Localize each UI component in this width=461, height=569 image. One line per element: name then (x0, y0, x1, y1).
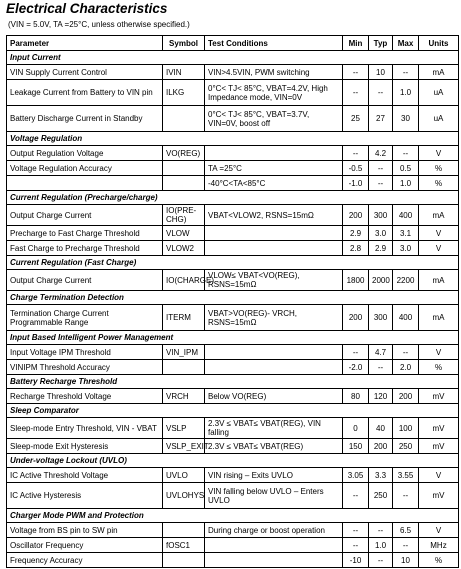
symbol-cell (163, 176, 205, 191)
typ-cell: 2000 (369, 270, 393, 291)
typ-cell: 200 (369, 439, 393, 454)
units-cell: mV (419, 439, 459, 454)
table-row (7, 538, 459, 553)
min-cell: -0.5 (343, 161, 369, 176)
max-cell: 400 (393, 305, 419, 331)
min-cell: -- (343, 345, 369, 360)
units-cell: mA (419, 65, 459, 80)
test-condition-cell (205, 360, 343, 375)
section-row (7, 331, 459, 345)
min-cell: -- (343, 65, 369, 80)
header-test-conditions: Test Conditions (205, 36, 343, 51)
table-row (7, 418, 459, 439)
section-row (7, 191, 459, 205)
header-units: Units (419, 36, 459, 51)
min-cell: -1.0 (343, 176, 369, 191)
parameter-cell: Precharge to Fast Charge Threshold (7, 226, 163, 241)
test-condition-cell: VBAT>VO(REG)- VRCH, RSNS=15mΩ (205, 305, 343, 331)
max-cell: 250 (393, 439, 419, 454)
table-row (7, 205, 459, 226)
test-condition-cell: 2.3V ≤ VBAT≤ VBAT(REG) (205, 439, 343, 454)
symbol-cell (163, 161, 205, 176)
parameter-cell (7, 176, 163, 191)
parameter-cell: VIN Supply Current Control (7, 65, 163, 80)
max-cell: -- (393, 146, 419, 161)
units-cell: uA (419, 80, 459, 106)
typ-cell: 300 (369, 305, 393, 331)
symbol-cell (163, 523, 205, 538)
test-condition-cell: VIN falling below UVLO – Enters UVLO (205, 483, 343, 509)
min-cell: -- (343, 523, 369, 538)
section-title: Current Regulation (Fast Charge) (7, 256, 459, 270)
table-body (7, 51, 459, 568)
units-cell: uA (419, 106, 459, 132)
symbol-cell: ITERM (163, 305, 205, 331)
table-row (7, 270, 459, 291)
section-title: Battery Recharge Threshold (7, 375, 459, 389)
symbol-cell: VO(REG) (163, 146, 205, 161)
typ-cell: 3.0 (369, 226, 393, 241)
parameter-cell: Sleep-mode Exit Hysteresis (7, 439, 163, 454)
parameter-cell: Leakage Current from Battery to VIN pin (7, 80, 163, 106)
table-row (7, 241, 459, 256)
table-row (7, 345, 459, 360)
max-cell: 10 (393, 553, 419, 568)
section-title: Charger Mode PWM and Protection (7, 509, 459, 523)
max-cell: -- (393, 345, 419, 360)
table-row (7, 483, 459, 509)
max-cell: 2200 (393, 270, 419, 291)
parameter-cell: Output Charge Current (7, 270, 163, 291)
units-cell: mA (419, 270, 459, 291)
max-cell: 0.5 (393, 161, 419, 176)
test-condition-cell: Below VO(REG) (205, 389, 343, 404)
min-cell: 200 (343, 305, 369, 331)
table-row (7, 161, 459, 176)
units-cell: % (419, 161, 459, 176)
max-cell: 6.5 (393, 523, 419, 538)
units-cell: % (419, 553, 459, 568)
units-cell: % (419, 176, 459, 191)
min-cell: 200 (343, 205, 369, 226)
symbol-cell: VLOW2 (163, 241, 205, 256)
units-cell: mA (419, 205, 459, 226)
symbol-cell (163, 553, 205, 568)
min-cell: -- (343, 483, 369, 509)
header-parameter: Parameter (7, 36, 163, 51)
parameter-cell: Recharge Threshold Voltage (7, 389, 163, 404)
section-row (7, 291, 459, 305)
test-condition-cell: VBAT<VLOW2, RSNS=15mΩ (205, 205, 343, 226)
units-cell: V (419, 468, 459, 483)
parameter-cell: Output Regulation Voltage (7, 146, 163, 161)
test-condition-cell (205, 553, 343, 568)
table-row (7, 360, 459, 375)
section-title: Voltage Regulation (7, 132, 459, 146)
max-cell: -- (393, 538, 419, 553)
min-cell: 150 (343, 439, 369, 454)
header-min: Min (343, 36, 369, 51)
min-cell: 0 (343, 418, 369, 439)
electrical-characteristics-table (6, 35, 459, 568)
min-cell: 80 (343, 389, 369, 404)
max-cell: -- (393, 65, 419, 80)
parameter-cell: Oscillator Frequency (7, 538, 163, 553)
symbol-cell: IVIN (163, 65, 205, 80)
typ-cell: 250 (369, 483, 393, 509)
typ-cell: 2.9 (369, 241, 393, 256)
max-cell: 1.0 (393, 80, 419, 106)
symbol-cell: fOSC1 (163, 538, 205, 553)
min-cell: 25 (343, 106, 369, 132)
typ-cell: 10 (369, 65, 393, 80)
table-row (7, 439, 459, 454)
typ-cell: 1.0 (369, 538, 393, 553)
parameter-cell: Voltage Regulation Accuracy (7, 161, 163, 176)
test-condition-cell: VLOW≤ VBAT<VO(REG), RSNS=15mΩ (205, 270, 343, 291)
section-row (7, 404, 459, 418)
section-title: Current Regulation (Precharge/charge) (7, 191, 459, 205)
section-title: Charge Termination Detection (7, 291, 459, 305)
parameter-cell: Fast Charge to Precharge Threshold (7, 241, 163, 256)
test-condition-cell: During charge or boost operation (205, 523, 343, 538)
typ-cell: -- (369, 553, 393, 568)
max-cell: 400 (393, 205, 419, 226)
typ-cell: 300 (369, 205, 393, 226)
min-cell: 3.05 (343, 468, 369, 483)
units-cell: V (419, 146, 459, 161)
max-cell: 3.1 (393, 226, 419, 241)
parameter-cell: Voltage from BS pin to SW pin (7, 523, 163, 538)
symbol-cell: VSLP (163, 418, 205, 439)
table-row (7, 523, 459, 538)
min-cell: 1800 (343, 270, 369, 291)
symbol-cell: VSLP_EXIT (163, 439, 205, 454)
section-row (7, 51, 459, 65)
parameter-cell: Input Voltage IPM Threshold (7, 345, 163, 360)
table-row (7, 106, 459, 132)
units-cell: mV (419, 389, 459, 404)
symbol-cell (163, 106, 205, 132)
test-condition-cell: 0°C< TJ< 85°C, VBAT=4.2V, High Impedance mode, VIN=0V (205, 80, 343, 106)
symbol-cell: IO(CHARGE) (163, 270, 205, 291)
section-row (7, 132, 459, 146)
symbol-cell: UVLO (163, 468, 205, 483)
units-cell: V (419, 345, 459, 360)
typ-cell: 3.3 (369, 468, 393, 483)
section-title: Input Current (7, 51, 459, 65)
symbol-cell (163, 360, 205, 375)
typ-cell: -- (369, 176, 393, 191)
units-cell: mV (419, 483, 459, 509)
typ-cell: 4.2 (369, 146, 393, 161)
test-condition-cell (205, 241, 343, 256)
parameter-cell: Sleep-mode Entry Threshold, VIN - VBAT (7, 418, 163, 439)
table-row (7, 146, 459, 161)
test-condition-cell: VIN>4.5VIN, PWM switching (205, 65, 343, 80)
symbol-cell: VRCH (163, 389, 205, 404)
section-row (7, 454, 459, 468)
typ-cell: 120 (369, 389, 393, 404)
header-symbol: Symbol (163, 36, 205, 51)
test-condition-cell: -40°C<TA<85°C (205, 176, 343, 191)
symbol-cell: VLOW (163, 226, 205, 241)
section-title: Under-voltage Lockout (UVLO) (7, 454, 459, 468)
symbol-cell: UVLOHYS (163, 483, 205, 509)
units-cell: mV (419, 418, 459, 439)
min-cell: 2.9 (343, 226, 369, 241)
parameter-cell: IC Active Hysteresis (7, 483, 163, 509)
typ-cell: 27 (369, 106, 393, 132)
typ-cell: -- (369, 360, 393, 375)
parameter-cell: IC Active Threshold Voltage (7, 468, 163, 483)
page-title: Electrical Characteristics (6, 1, 168, 16)
units-cell: mA (419, 305, 459, 331)
typ-cell: 40 (369, 418, 393, 439)
parameter-cell: Frequency Accuracy (7, 553, 163, 568)
section-title: Input Based Intelligent Power Management (7, 331, 459, 345)
typ-cell: 4.7 (369, 345, 393, 360)
symbol-cell: IO(PRE-CHG) (163, 205, 205, 226)
parameter-cell: Termination Charge Current Programmable Range (7, 305, 163, 331)
max-cell: 200 (393, 389, 419, 404)
units-cell: V (419, 241, 459, 256)
units-cell: MHz (419, 538, 459, 553)
min-cell: -- (343, 146, 369, 161)
min-cell: -- (343, 80, 369, 106)
parameter-cell: Battery Discharge Current in Standby (7, 106, 163, 132)
symbol-cell: VIN_IPM (163, 345, 205, 360)
test-condition-cell: 0°C< TJ< 85°C, VBAT=3.7V, VIN=0V, boost off (205, 106, 343, 132)
min-cell: -10 (343, 553, 369, 568)
max-cell: 30 (393, 106, 419, 132)
section-title: Sleep Comparator (7, 404, 459, 418)
header-max: Max (393, 36, 419, 51)
table-row (7, 80, 459, 106)
units-cell: % (419, 360, 459, 375)
table-header-row (7, 36, 459, 51)
typ-cell: -- (369, 80, 393, 106)
test-condition-cell: 2.3V ≤ VBAT≤ VBAT(REG), VIN falling (205, 418, 343, 439)
test-condition-cell (205, 345, 343, 360)
table-row (7, 553, 459, 568)
test-condition-cell (205, 226, 343, 241)
section-row (7, 256, 459, 270)
typ-cell: -- (369, 161, 393, 176)
header-typ: Typ (369, 36, 393, 51)
typ-cell: -- (369, 523, 393, 538)
units-cell: V (419, 226, 459, 241)
symbol-cell: ILKG (163, 80, 205, 106)
max-cell: 2.0 (393, 360, 419, 375)
units-cell: V (419, 523, 459, 538)
table-row (7, 65, 459, 80)
test-conditions-note: (VIN = 5.0V, TA =25°C, unless otherwise specified.) (8, 20, 190, 29)
table-row (7, 305, 459, 331)
min-cell: -- (343, 538, 369, 553)
max-cell: -- (393, 483, 419, 509)
parameter-cell: VINIPM Threshold Accuracy (7, 360, 163, 375)
section-row (7, 375, 459, 389)
test-condition-cell (205, 538, 343, 553)
max-cell: 3.55 (393, 468, 419, 483)
min-cell: -2.0 (343, 360, 369, 375)
table-row (7, 226, 459, 241)
table-row (7, 468, 459, 483)
test-condition-cell: VIN rising – Exits UVLO (205, 468, 343, 483)
parameter-cell: Output Charge Current (7, 205, 163, 226)
table-row (7, 176, 459, 191)
section-row (7, 509, 459, 523)
max-cell: 3.0 (393, 241, 419, 256)
test-condition-cell: TA =25°C (205, 161, 343, 176)
max-cell: 1.0 (393, 176, 419, 191)
test-condition-cell (205, 146, 343, 161)
max-cell: 100 (393, 418, 419, 439)
table-row (7, 389, 459, 404)
min-cell: 2.8 (343, 241, 369, 256)
